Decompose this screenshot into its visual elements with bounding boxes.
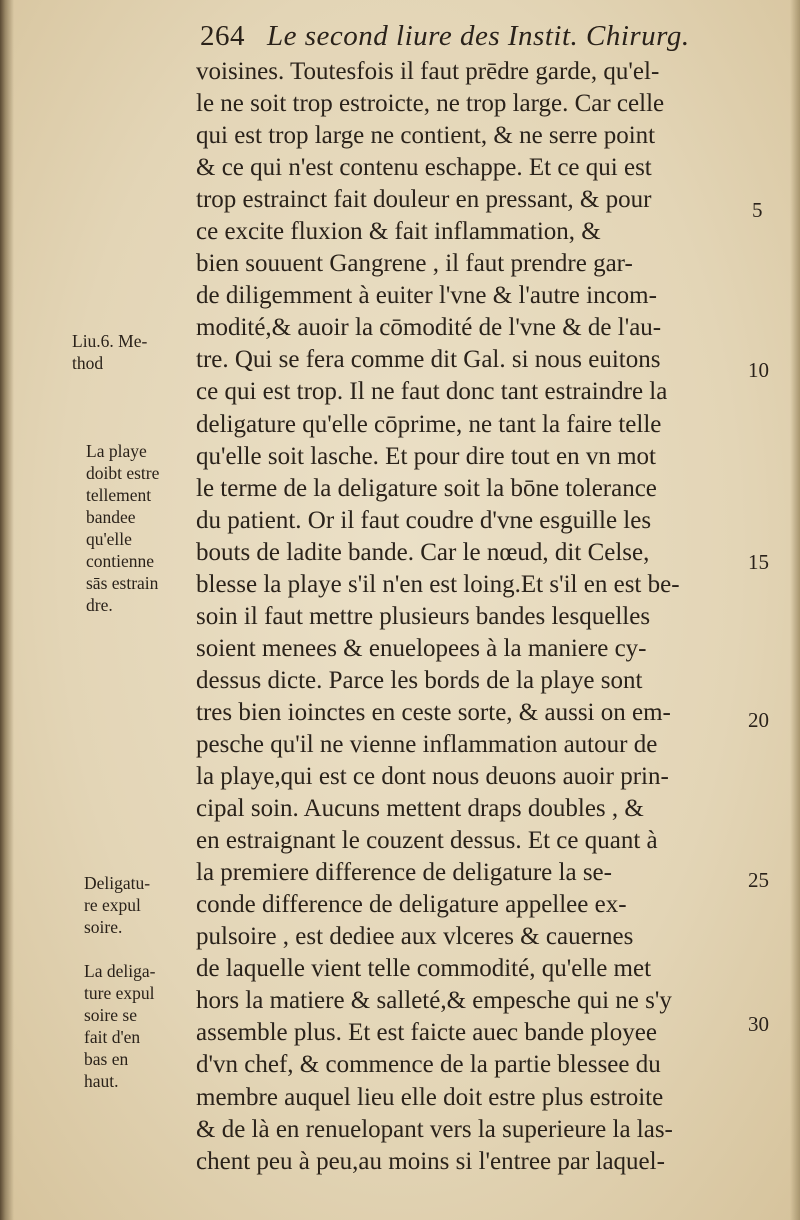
margin-line: bandee [86,507,136,527]
binding-shadow-left [0,0,14,1220]
line-number-20: 20 [748,708,769,732]
text-line: dessus dicte. Parce les bords de la playe sont [196,666,643,694]
text-line: soient menees & enuelopees à la maniere cy- [196,634,647,662]
text-line: bouts de ladite bande. Car le nœud, dit Celse, [196,538,650,566]
text-line: & ce qui n'est contenu eschappe. Et ce qui est [196,154,652,182]
text-line: le terme de la deligature soit la bōne tolerance [196,474,657,502]
margin-line: La playe [86,441,147,461]
margin-note-wound-binding [86,440,206,616]
margin-line: soire se [84,1005,137,1025]
margin-line: qu'elle [86,529,132,549]
margin-line: bas en [84,1049,129,1069]
margin-note-method-ref [72,330,192,374]
margin-line: tellement [86,485,152,505]
text-line: ce qui est trop. Il ne faut donc tant estraindre la [196,378,668,406]
margin-line: Liu.6. Me- [72,331,148,351]
line-number-10: 10 [748,358,769,382]
page-edge-right [790,0,800,1220]
main-text-block [196,56,746,1178]
text-line: modité,& auoir la cōmodité de l'vne & de l'au- [196,314,662,342]
text-line: pesche qu'il ne vienne inflammation autour de [196,730,658,758]
text-line: ce excite fluxion & fait inflammation, & [196,218,601,246]
line-number-15: 15 [748,550,769,574]
text-line: en estraignant le couzent dessus. Et ce quant à [196,827,658,855]
line-number-30: 30 [748,1012,769,1036]
running-title: Le second liure des Instit. Chirurg. [267,20,690,52]
margin-line: ture expul [84,983,155,1003]
text-line: hors la matiere & salleté,& empesche qui ne s'y [196,987,672,1015]
text-line: conde difference de deligature appellee ex- [196,891,627,919]
page-number: 264 [200,20,245,52]
text-line: & de là en renuelopant vers la superieure la las- [196,1115,673,1143]
text-line: deligature qu'elle cōprime, ne tant la faire telle [196,410,662,438]
margin-line: contienne [86,551,155,571]
margin-note-bottom-up [84,960,204,1092]
text-line: le ne soit trop estroicte, ne trop large. Car celle [196,90,665,118]
margin-line: Deligatu- [84,873,151,893]
text-line: voisines. Toutesfois il faut prēdre garde, qu'el- [196,58,660,85]
margin-line: re expul [84,895,141,915]
text-line: tre. Qui se fera comme dit Gal. si nous euitons [196,346,661,374]
text-line: tres bien ioinctes en ceste sorte, & aussi on em- [196,698,671,726]
text-line: bien souuent Gangrene , il faut prendre gar- [196,250,633,278]
text-line: chent peu à peu,au moins si l'entree par laquel- [196,1147,665,1175]
text-line: membre auquel lieu elle doit estre plus estroite [196,1083,664,1111]
margin-line: dre. [86,595,113,615]
margin-line: haut. [84,1071,119,1091]
margin-note-expulsive-bandage [84,872,204,938]
text-line: pulsoire , est dediee aux vlceres & cauernes [196,923,634,951]
text-line: la premiere difference de deligature la se- [196,859,612,887]
margin-line: thod [72,353,104,373]
text-line: de laquelle vient telle commodité, qu'elle met [196,955,652,983]
text-line: du patient. Or il faut coudre d'vne esguille les [196,506,652,534]
text-line: trop estrainct fait douleur en pressant, & pour [196,186,652,214]
margin-line: fait d'en [84,1027,141,1047]
text-line: cipal soin. Aucuns mettent draps doubles , & [196,795,644,823]
line-number-5: 5 [752,198,763,222]
margin-line: doibt estre [86,463,160,483]
text-line: d'vn chef, & commence de la partie blessee du [196,1051,661,1079]
line-number-25: 25 [748,868,769,892]
text-line: la playe,qui est ce dont nous deuons auoir prin- [196,763,669,791]
margin-line: La deliga- [84,961,156,981]
text-line: soin il faut mettre plusieurs bandes lesquelles [196,602,651,630]
text-line: de diligemment à euiter l'vne & l'autre incom- [196,282,657,310]
margin-line: sās estrain [86,573,159,593]
text-line: assemble plus. Et est faicte auec bande ployee [196,1019,657,1047]
text-line: qu'elle soit lasche. Et pour dire tout en vn mot [196,442,656,470]
margin-line: soire. [84,917,123,937]
text-line: qui est trop large ne contient, & ne serre point [196,122,656,150]
text-line: blesse la playe s'il n'en est loing.Et s'il en est be- [196,570,680,598]
